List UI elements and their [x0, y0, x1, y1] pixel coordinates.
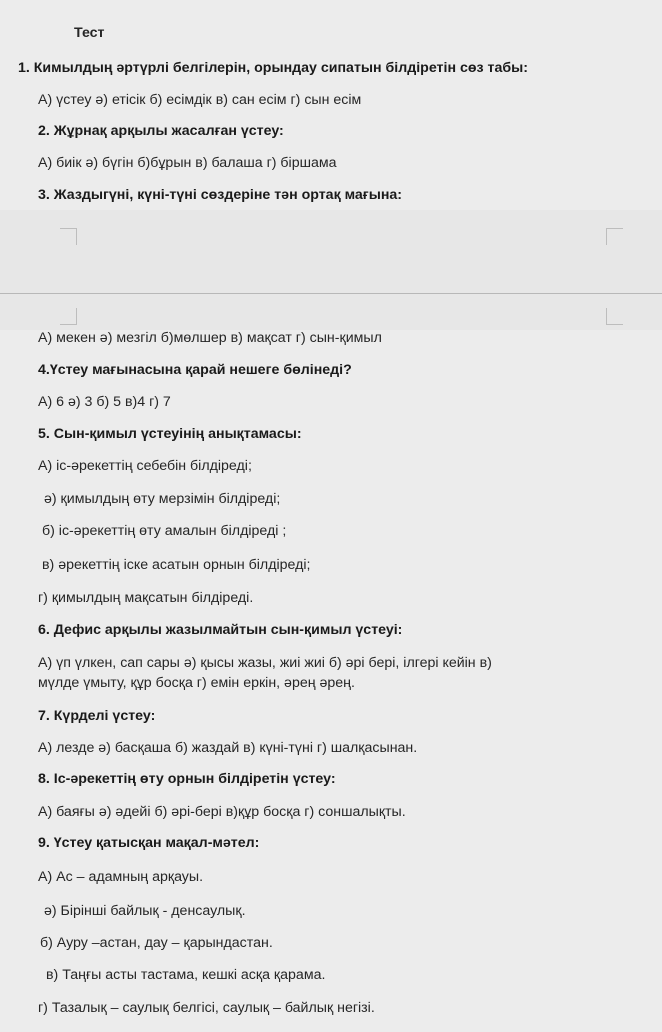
answer-option: ә) қимылдың өту мерзімін білдіреді; [44, 491, 281, 507]
question-8: 8. Іс-әрекеттің өту орнын білдіретін үстеу: [38, 771, 336, 787]
answer-options-3: А) мекен ә) мезгіл б)мөлшер в) мақсат г) сын-қимыл [38, 330, 382, 346]
answer-option: г) Тазалық – саулық белгісі, саулық – байлық негізі. [38, 1000, 375, 1016]
answer-options-1: А) үстеу ә) етісік б) есімдік в) сан есім г) сын есім [38, 92, 362, 108]
crop-mark-icon [60, 228, 77, 245]
answer-options-4: А) 6 ә) 3 б) 5 в)4 г) 7 [38, 394, 171, 410]
page-fold-divider [0, 293, 662, 294]
crop-mark-icon [60, 308, 77, 325]
answer-option: А) Ас – адамның арқауы. [38, 869, 204, 885]
answer-option: г) қимылдың мақсатын білдіреді. [38, 590, 254, 606]
question-3: 3. Жаздыгүні, күні-түні сөздеріне тән ортақ мағына: [38, 187, 403, 203]
answer-option: А) іс-әрекеттің себебін білдіреді; [38, 458, 252, 474]
crop-mark-icon [606, 308, 623, 325]
question-7: 7. Күрделі үстеу: [38, 708, 156, 724]
answer-option: в) Таңғы асты тастама, кешкі асқа қарама. [46, 967, 326, 983]
answer-options-6: А) үп үлкен, сап сары ә) қысы жазы, жиі жиі б) әрі бері, ілгері кейін в) [38, 655, 492, 671]
answer-options-6-cont: мүлде үмыту, құр босқа г) емін еркін, әрең әрең. [38, 675, 355, 691]
page-title: Тест [74, 25, 105, 41]
answer-options-8: А) баяғы ә) әдейі б) әрі-бері в)құр босқа г) соншалықты. [38, 804, 406, 820]
question-6: 6. Дефис арқылы жазылмайтын сын-қимыл үстеуі: [38, 622, 403, 638]
question-5: 5. Сын-қимыл үстеуінің анықтамасы: [38, 426, 302, 442]
question-9: 9. Үстеу қатысқан мақал-мәтел: [38, 835, 260, 851]
answer-option: в) әрекеттің іске асатын орнын білдіреді; [42, 557, 311, 573]
crop-mark-icon [606, 228, 623, 245]
answer-options-7: А) лезде ә) басқаша б) жаздай в) күні-түні г) шалқасынан. [38, 740, 418, 756]
scan-crop-band [0, 210, 662, 330]
question-1: 1. Кимылдың әртүрлі белгілерін, орындау сипатын білдіретін сөз табы: [18, 60, 528, 76]
answer-option: б) іс-әрекеттің өту амалын білдіреді ; [42, 523, 287, 539]
answer-option: ә) Бірінші байлық - денсаулық. [44, 903, 246, 919]
answer-options-2: А) биік ә) бүгін б)бұрын в) балаша г) біршама [38, 155, 337, 171]
answer-option: б) Ауру –астан, дау – қарындастан. [40, 935, 273, 951]
question-2: 2. Жұрнақ арқылы жасалған үстеу: [38, 123, 284, 139]
question-4: 4.Үстеу мағынасына қарай нешеге бөлінеді? [38, 362, 352, 378]
